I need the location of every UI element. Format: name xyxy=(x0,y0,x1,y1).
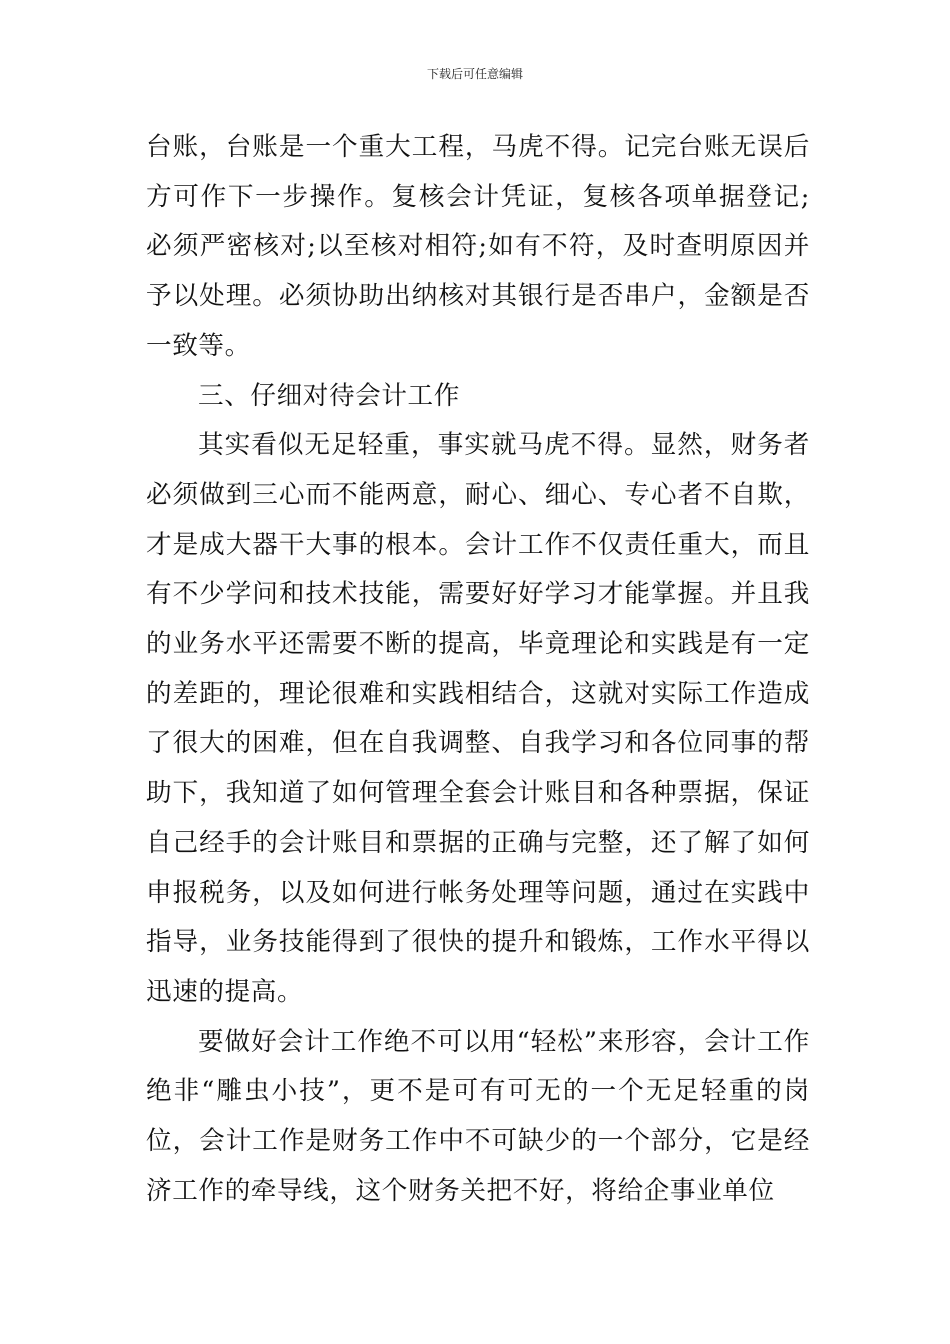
page-header: 下载后可任意编辑 xyxy=(426,67,523,81)
paragraph-1: 台账，台账是一个重大工程，马虎不得。记完台账无误后方可作下一步操作。复核会计凭证，复核各项单据登记;必须严密核对;以至核对相符;如有不符，及时查明原因并予以处理。必须协助出纳核对其银行是否串户，金额是否一致等。 xyxy=(146,132,810,361)
section-heading: 三、仔细对待会计工作 xyxy=(198,380,460,411)
paragraph-2: 其实看似无足轻重，事实就马虎不得。显然，财务者必须做到三心而不能两意，耐心、细心、专心者不自欺，才是成大器干大事的根本。会计工作不仅责任重大，而且有不少学问和技术技能，需要好好学习才能掌握。并且我的业务水平还需要不断的提高，毕竟理论和实践是有一定的差距的，理论很难和实践相结合，这就对实际工作造成了很大的困难，但在自我调整、自我学习和各位同事的帮助下，我知道了如何管理全套会计账目和各种票据，保证自己经手的会计账目和票据的正确与完整，还了解了如何申报税务，以及如何进行帐务处理等问题，通过在实践中指导，业务技能得到了很快的提升和锻炼，工作水平得以迅速的提高。 xyxy=(146,430,810,1007)
document-body xyxy=(146,123,810,1216)
paragraph-3: 要做好会计工作绝不可以用“轻松”来形容，会计工作绝非“雕虫小技”，更不是可有可无的一个无足轻重的岗位，会计工作是财务工作中不可缺少的一个部分，它是经济工作的牵导线，这个财务关把不好，将给企事业单位 xyxy=(146,1026,810,1206)
